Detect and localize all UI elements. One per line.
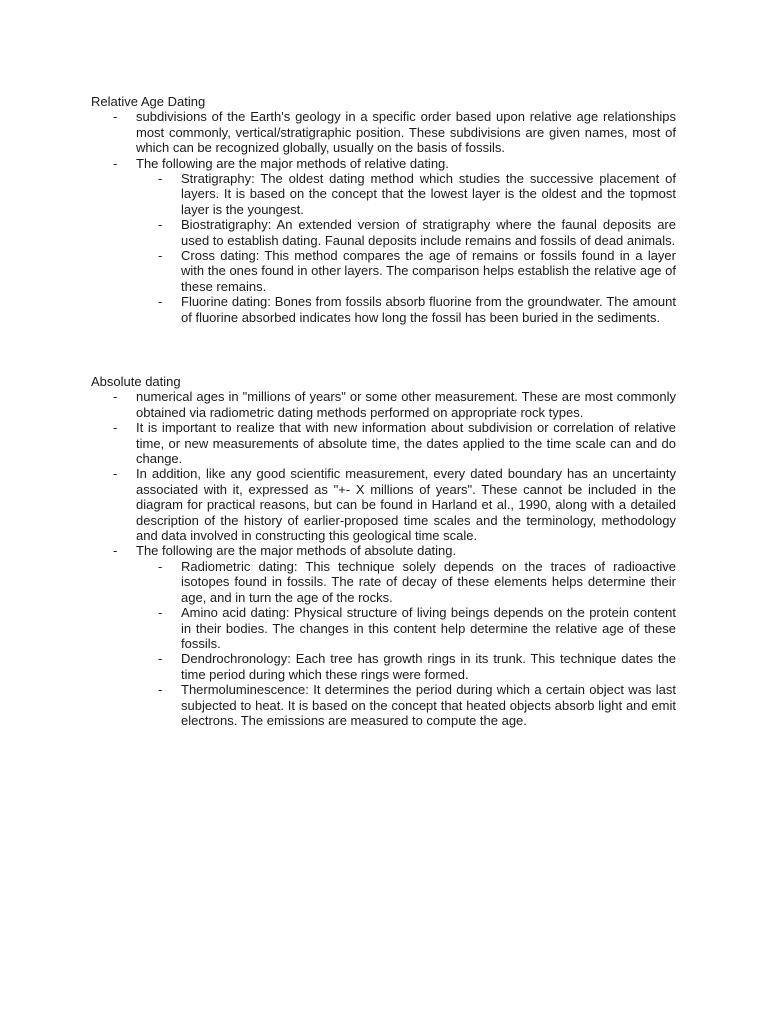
list-item — [91, 543, 676, 728]
absolute-methods-list — [136, 559, 676, 728]
list-item — [91, 109, 676, 155]
list-item-text: The following are the major methods of relative dating. — [136, 155, 449, 171]
list-item-text: In addition, like any good scientific measurement, every dated boundary has an uncertainty associated with it, expressed as "+- X millions of years". These cannot be included in the diagram for practical reasons, but can be found in Harland et al., 1990, along with a detailed description of the history of earlier-proposed time scales and the terminology, methodology and data involved in constructing this geological time scale. — [136, 466, 676, 544]
method-text: Radiometric dating: This technique solely depends on the traces of radioactive isotopes found in fossils. The rate of decay of these elements helps determine their age, and in turn the age of the rocks. — [181, 558, 676, 605]
bullet-dash: - — [113, 389, 118, 405]
method-text: Stratigraphy: The oldest dating method which studies the successive placement of layers. It is based on the concept that the lowest layer is the oldest and the topmost layer is the youngest. — [181, 171, 676, 217]
relative-methods-list — [136, 171, 676, 325]
bullet-dash: - — [158, 651, 163, 667]
bullet-dash: - — [158, 294, 163, 310]
bullet-dash: - — [158, 248, 163, 264]
method-item — [136, 217, 676, 248]
absolute-dating-list — [91, 389, 676, 728]
list-item-text: It is important to realize that with new information about subdivision or correlation of relative time, or new measurements of absolute time, the dates applied to the time scale can and do change. — [136, 420, 676, 467]
method-item — [136, 682, 676, 728]
bullet-dash: - — [113, 466, 118, 482]
method-text: Cross dating: This method compares the age of remains or fossils found in a layer with the ones found in other layers. The comparison helps establish the relative age of these remains. — [181, 248, 676, 294]
list-item — [91, 156, 676, 325]
method-item — [136, 651, 676, 682]
method-text: Fluorine dating: Bones from fossils absorb fluorine from the groundwater. The amount of fluorine absorbed indicates how long the fossil has been buried in the sediments. — [181, 294, 676, 325]
list-item-text: The following are the major methods of absolute dating. — [136, 543, 457, 559]
bullet-dash: - — [158, 558, 163, 574]
bullet-dash: - — [158, 171, 163, 187]
method-text: Dendrochronology: Each tree has growth rings in its trunk. This technique dates the time period during which these rings were formed. — [181, 651, 676, 682]
bullet-dash: - — [113, 420, 118, 436]
bullet-dash: - — [113, 155, 118, 171]
relative-dating-heading: Relative Age Dating — [91, 94, 206, 109]
bullet-dash: - — [158, 605, 163, 621]
list-item-text: numerical ages in "millions of years" or some other measurement. These are most commonly obtained via radiometric dating methods performed on appropriate rock types. — [136, 389, 676, 420]
relative-dating-list — [91, 109, 676, 325]
method-item — [136, 248, 676, 294]
bullet-dash: - — [158, 217, 163, 233]
list-item — [91, 420, 676, 466]
method-item — [136, 294, 676, 325]
list-item-text: subdivisions of the Earth's geology in a specific order based upon relative age relationships most commonly, vertical/stratigraphic position. These subdivisions are given names, most of which can be recognized globally, usually on the basis of fossils. — [136, 109, 676, 156]
list-item — [91, 389, 676, 420]
absolute-dating-section — [91, 374, 676, 728]
method-text: Biostratigraphy: An extended version of stratigraphy where the faunal deposits are used to establish dating. Faunal deposits include remains and fossils of dead animals. — [181, 217, 676, 248]
method-item — [136, 171, 676, 217]
bullet-dash: - — [158, 682, 163, 698]
absolute-dating-heading: Absolute dating — [91, 374, 181, 389]
method-item — [136, 605, 676, 651]
relative-dating-section — [91, 94, 676, 325]
bullet-dash: - — [113, 543, 118, 559]
method-text: Amino acid dating: Physical structure of living beings depends on the protein content in their bodies. The changes in this content help determine the relative age of these fossils. — [181, 605, 676, 651]
method-item — [136, 559, 676, 605]
list-item — [91, 466, 676, 543]
bullet-dash: - — [113, 109, 118, 125]
method-text: Thermoluminescence: It determines the period during which a certain object was last subjected to heat. It is based on the concept that heated objects absorb light and emit electrons. The emissions are measured to compute the age. — [181, 682, 676, 728]
